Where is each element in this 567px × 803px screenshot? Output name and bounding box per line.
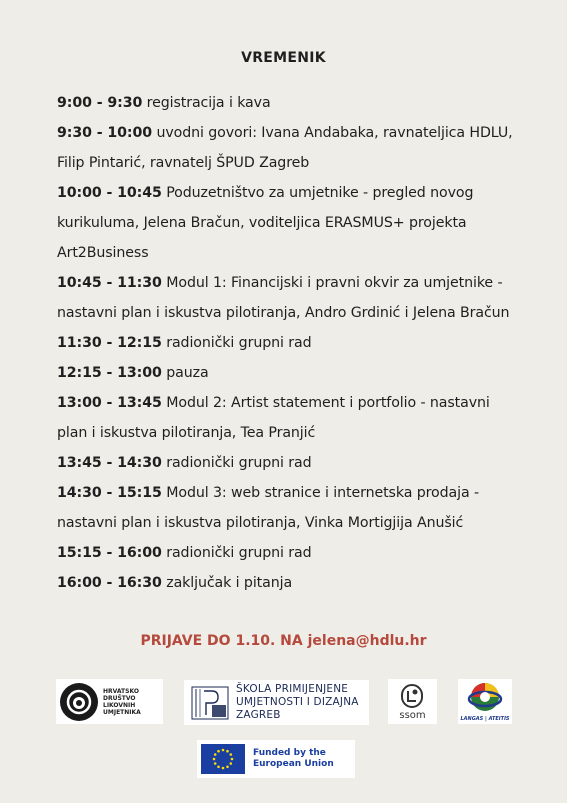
- hdlu-mark-icon: [59, 682, 99, 722]
- schedule-item: [57, 388, 517, 448]
- schedule-text: registracija i kava: [146, 95, 271, 111]
- hdlu-logo-text: HRVATSKO DRUŠTVO LIKOVNIH UMJETNIKA: [103, 687, 141, 716]
- schedule-item: [57, 358, 517, 388]
- hdlu-logo: [56, 679, 163, 724]
- schedule-text: Modul 1: Financijski i pravni okvir za umjetnike - nastavni plan i iskustva pilotiranja, Andro Grdinić i Jelena Bračun: [57, 275, 510, 321]
- schedule-item: [57, 178, 517, 268]
- schedule-time: 15:15 - 16:00: [57, 545, 162, 561]
- schedule-list: [57, 88, 517, 598]
- schedule-text: zaključak i pitanja: [166, 575, 293, 591]
- ssom-logo-text: ssom: [399, 710, 426, 721]
- schedule-time: 9:00 - 9:30: [57, 95, 143, 111]
- langas-logo: [458, 679, 512, 724]
- schedule-item: [57, 538, 517, 568]
- spud-mark-icon: [190, 685, 230, 721]
- schedule-text: pauza: [166, 365, 209, 381]
- schedule-time: 13:00 - 13:45: [57, 395, 162, 411]
- schedule-item: [57, 448, 517, 478]
- spud-logo: [184, 680, 369, 725]
- schedule-text: uvodni govori: Ivana Andabaka, ravnateljica HDLU, Filip Pintarić, ravnatelj ŠPUD Zagreb: [57, 125, 513, 171]
- schedule-text: radionički grupni rad: [166, 545, 312, 561]
- schedule-item: [57, 478, 517, 538]
- schedule-item: [57, 118, 517, 178]
- ssom-mark-icon: [388, 682, 437, 712]
- schedule-text: Modul 2: Artist statement i portfolio - nastavni plan i iskustva pilotiranja, Tea Pranjić: [57, 395, 490, 441]
- langas-mark-icon: [458, 680, 512, 716]
- schedule-time: 12:15 - 13:00: [57, 365, 162, 381]
- schedule-time: 11:30 - 12:15: [57, 335, 162, 351]
- eu-flag-icon: [201, 744, 245, 774]
- schedule-time: 9:30 - 10:00: [57, 125, 153, 141]
- schedule-time: 10:45 - 11:30: [57, 275, 162, 291]
- eu-funding-text: Funded by the European Union: [253, 748, 334, 769]
- page-title: VREMENIK: [241, 50, 326, 66]
- schedule-time: 16:00 - 16:30: [57, 575, 162, 591]
- schedule-item: [57, 268, 517, 328]
- schedule-item: [57, 328, 517, 358]
- signup-notice: PRIJAVE DO 1.10. NA jelena@hdlu.hr: [140, 633, 427, 649]
- schedule-time: 13:45 - 14:30: [57, 455, 162, 471]
- schedule-text: Modul 3: web stranice i internetska prodaja - nastavni plan i iskustva pilotiranja, Vinka Mortigjija Anušić: [57, 485, 479, 531]
- ssom-logo: [388, 679, 437, 724]
- schedule-item: [57, 568, 517, 598]
- schedule-time: 10:00 - 10:45: [57, 185, 162, 201]
- spud-logo-text: ŠKOLA PRIMIJENJENE UMJETNOSTI I DIZAJNA ZAGREB: [236, 683, 359, 721]
- schedule-text: radionički grupni rad: [166, 335, 312, 351]
- schedule-time: 14:30 - 15:15: [57, 485, 162, 501]
- schedule-text: radionički grupni rad: [166, 455, 312, 471]
- langas-logo-text: LANGAS | ATEITIS: [460, 716, 510, 722]
- eu-funding-logo: [197, 740, 355, 778]
- schedule-item: [57, 88, 517, 118]
- schedule-text: Poduzetništvo za umjetnike - pregled novog kurikuluma, Jelena Bračun, voditeljica ERASMUS+ projekta Art2Business: [57, 185, 474, 261]
